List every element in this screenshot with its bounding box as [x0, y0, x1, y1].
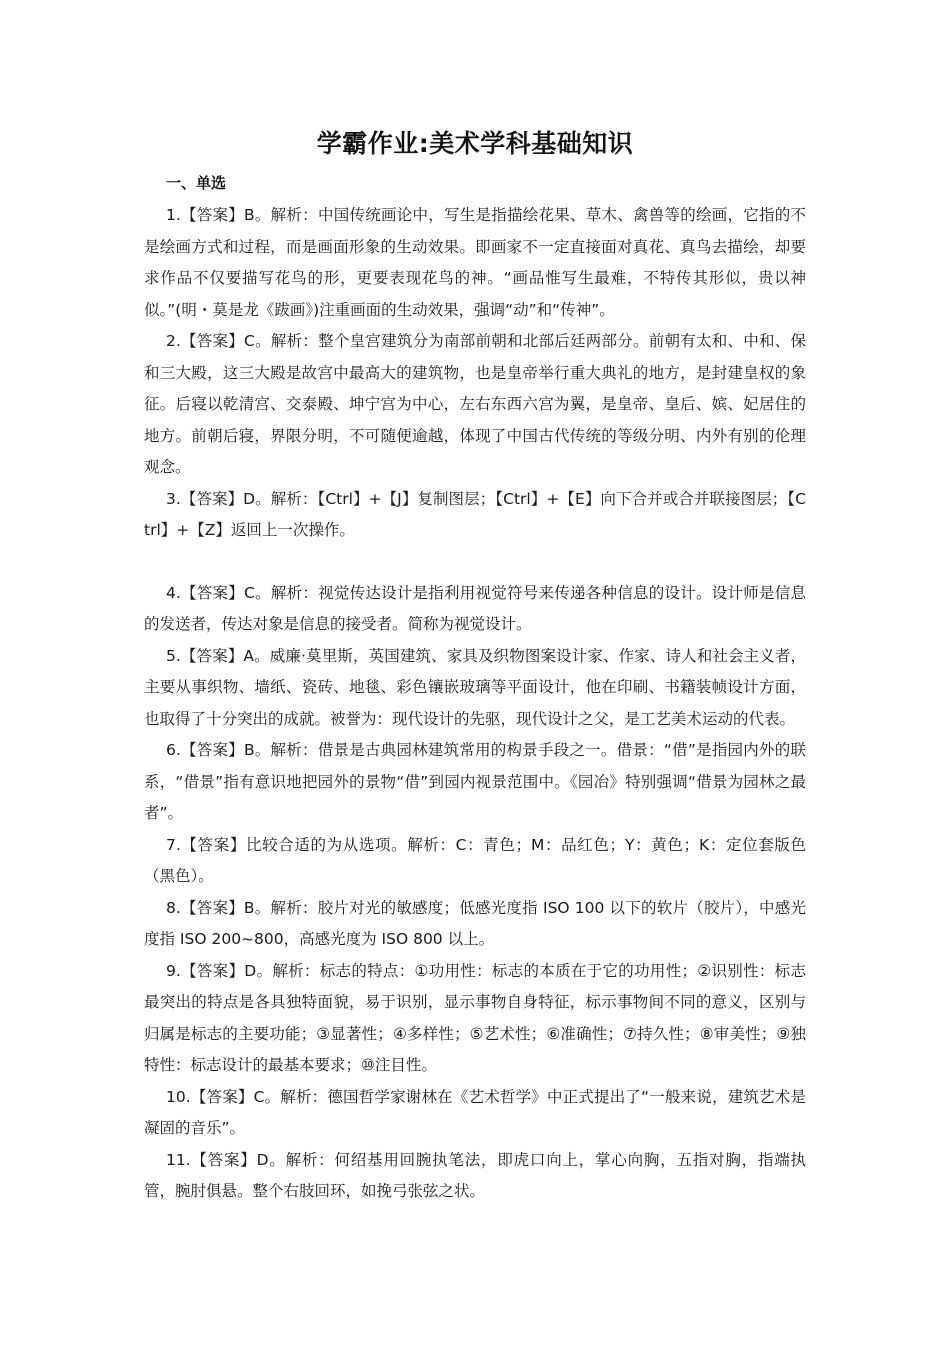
answer-item-4: 4.【答案】C。解析：视觉传达设计是指利用视觉符号来传递各种信息的设计。设计师是信息的发送者，传达对象是信息的接受者。简称为视觉设计。 — [144, 583, 806, 633]
answer-item-7: 7.【答案】比较合适的为从选项。解析：C：青色；M：品红色；Y：黄色；K：定位套版色（黑色）。 — [144, 835, 806, 885]
answer-item-3: 3.【答案】D。解析：【Ctrl】+【J】复制图层；【Ctrl】+【E】向下合并或合并联接图层；【Ctrl】+【Z】返回上一次操作。 — [144, 489, 806, 539]
answer-list — [144, 200, 806, 1208]
answer-item-9: 9.【答案】D。解析：标志的特点：①功用性：标志的本质在于它的功用性；②识别性：标志最突出的特点是各具独特面貌，易于识别，显示事物自身特征，标示事物间不同的意义，区别与归属是标志的主要功能；③显著性；④多样性；⑤艺术性；⑥准确性；⑦持久性；⑧审美性；⑨独特性：标志设计的最基本要求；⑩注目性。 — [144, 961, 806, 1074]
answer-item-10: 10.【答案】C。解析：德国哲学家谢林在《艺术哲学》中正式提出了“一般来说，建筑艺术是凝固的音乐”。 — [144, 1087, 806, 1137]
section-heading: 一、单选 — [166, 174, 227, 192]
answer-item-5: 5.【答案】A。威廉·莫里斯，英国建筑、家具及织物图案设计家、作家、诗人和社会主义者，主要从事织物、墙纸、瓷砖、地毯、彩色镶嵌玻璃等平面设计，他在印刷、书籍装帧设计方面，也取得了十分突出的成就。被誉为：现代设计的先驱，现代设计之父，是工艺美术运动的代表。 — [144, 646, 806, 728]
answer-item-6: 6.【答案】B。解析：借景是古典园林建筑常用的构景手段之一。借景：“借”是指园内外的联系，“借景”指有意识地把园外的景物“借”到园内视景范围中。《园冶》特别强调“借景为园林之最者”。 — [144, 741, 806, 822]
answer-item-11: 11.【答案】D。解析：何绍基用回腕执笔法，即虎口向上，掌心向胸，五指对胸，指端执管，腕肘俱悬。整个右肢回环，如挽弓张弦之状。 — [144, 1150, 806, 1200]
answer-item-2: 2.【答案】C。解析：整个皇宫建筑分为南部前朝和北部后廷两部分。前朝有太和、中和、保和三大殿，这三大殿是故宫中最高大的建筑物，也是皇帝举行重大典礼的地方，是封建皇权的象征。后寝以乾清宫、交泰殿、坤宁宫为中心，左右东西六宫为翼，是皇帝、皇后、嫔、妃居住的地方。前朝后寝，界限分明，不可随便逾越，体现了中国古代传统的等级分明、内外有别的伦理观念。 — [144, 332, 806, 476]
document-title: 学霸作业:美术学科基础知识 — [316, 129, 634, 158]
answer-item-8: 8.【答案】B。解析：胶片对光的敏感度；低感光度指 ISO 100 以下的软片（胶片），中感光度指 ISO 200~800，高感光度为 ISO 800 以上。 — [144, 898, 806, 948]
answer-item-1: 1.【答案】B。解析：中国传统画论中，写生是指描绘花果、草木、禽兽等的绘画，它指的不是绘画方式和过程，而是画面形象的生动效果。即画家不一定直接面对真花、真鸟去描绘，却要求作品不仅要描写花鸟的形，更要表现花鸟的神。“画品惟写生最难，不特传其形似，贵以神似。”(明・莫是龙《跋画》)注重画面的生动效果，强调“动”和“传神”。 — [144, 206, 806, 319]
